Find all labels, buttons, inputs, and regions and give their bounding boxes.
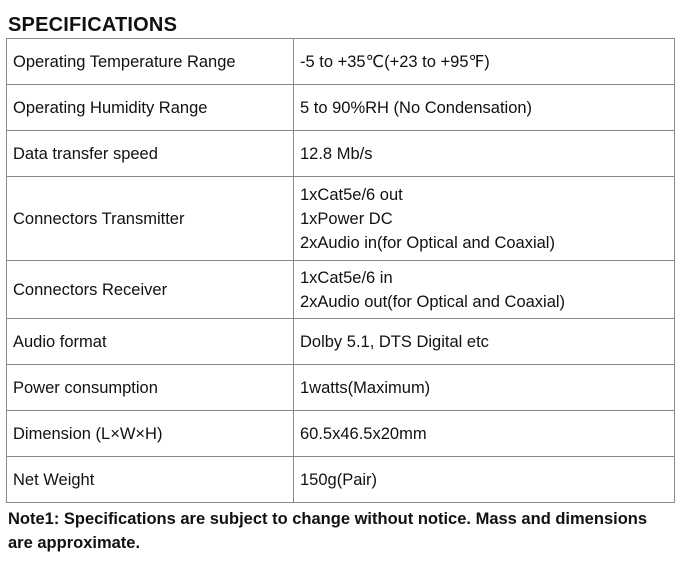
spec-value — [294, 177, 675, 261]
page-title: SPECIFICATIONS — [8, 14, 178, 36]
spec-value — [294, 411, 675, 457]
spec-value-line: Dolby 5.1, DTS Digital etc — [300, 332, 489, 351]
spec-value-line: 1watts(Maximum) — [300, 378, 431, 397]
spec-label: Net Weight — [7, 457, 294, 503]
table-row — [7, 411, 675, 457]
spec-value-line: 1xCat5e/6 in — [300, 268, 393, 287]
spec-label: Data transfer speed — [7, 131, 294, 177]
spec-value-line: 150g(Pair) — [300, 470, 378, 489]
spec-value — [294, 457, 675, 503]
table-row — [7, 261, 675, 319]
spec-value-line: 2xAudio out(for Optical and Coaxial) — [300, 292, 566, 311]
table-row — [7, 39, 675, 85]
table-row — [7, 319, 675, 365]
spec-value — [294, 261, 675, 319]
spec-label: Operating Humidity Range — [7, 85, 294, 131]
spec-label: Audio format — [7, 319, 294, 365]
spec-value-line: 1xPower DC — [300, 209, 393, 228]
spec-label: Connectors Transmitter — [7, 177, 294, 261]
spec-value-line: 5 to 90%RH (No Condensation) — [300, 98, 533, 117]
table-row — [7, 365, 675, 411]
spec-label: Operating Temperature Range — [7, 39, 294, 85]
spec-value — [294, 85, 675, 131]
spec-label: Dimension (L×W×H) — [7, 411, 294, 457]
table-row — [7, 177, 675, 261]
spec-value-line: -5 to +35℃(+23 to +95℉) — [300, 52, 490, 71]
spec-value-line: 12.8 Mb/s — [300, 144, 373, 163]
spec-value — [294, 365, 675, 411]
table-row — [7, 85, 675, 131]
specifications-table — [6, 38, 675, 503]
spec-value-line: 60.5x46.5x20mm — [300, 424, 427, 443]
spec-label: Power consumption — [7, 365, 294, 411]
spec-label: Connectors Receiver — [7, 261, 294, 319]
spec-value — [294, 39, 675, 85]
spec-value-line: 2xAudio in(for Optical and Coaxial) — [300, 233, 555, 252]
spec-value-line: 1xCat5e/6 out — [300, 185, 403, 204]
spec-value — [294, 319, 675, 365]
spec-value — [294, 131, 675, 177]
table-row — [7, 457, 675, 503]
table-row — [7, 131, 675, 177]
footnote: Note1: Specifications are subject to change without notice. Mass and dimensions are approximate. — [8, 510, 648, 552]
